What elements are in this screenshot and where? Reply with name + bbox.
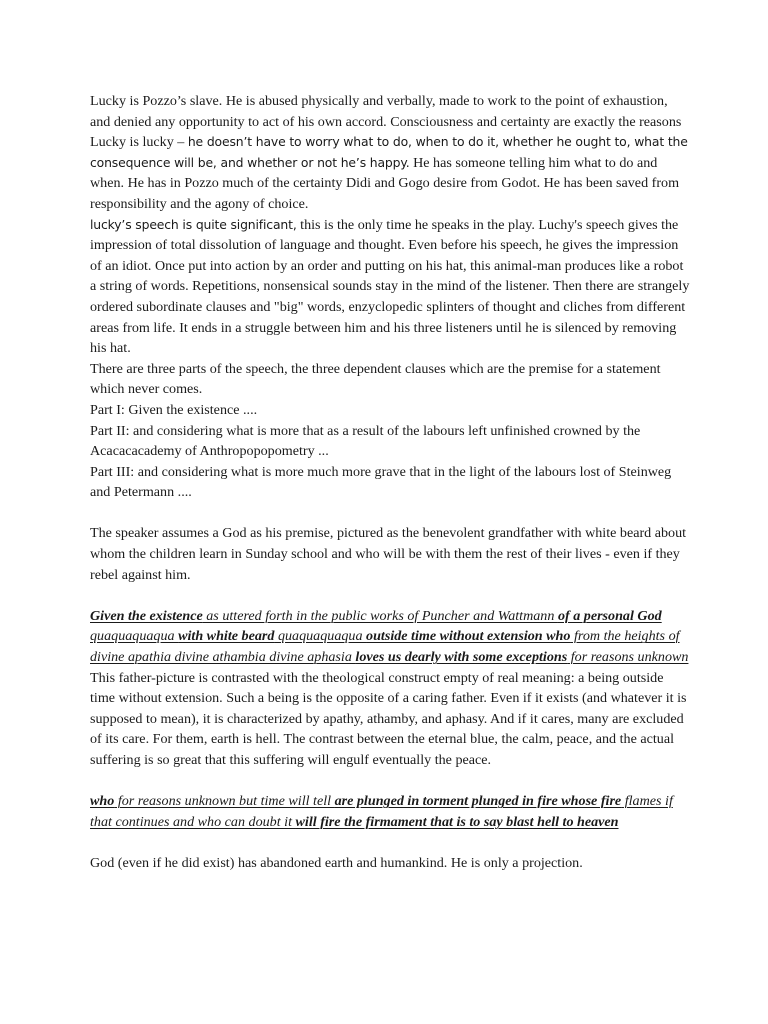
quote-italic-run: as uttered forth in the public works of Puncher and Wattmann [202,607,558,624]
paragraph-god-premise: The speaker assumes a God as his premise, pictured as the benevolent grandfather with white beard about whom the children learn in Sunday school and who will be with them the rest of their lives - even if they rebel against him. [90,525,687,583]
quote-bold-run: loves us dearly with some exceptions [355,649,568,666]
text-run: He is abused physically and verbally, made to work to the point of exhaustion, and denied any opportunity to act of his own accord. Consciousness and certainty are exactly the reasons Lucky is lucky – [90,93,682,151]
paragraph-part-2: Part II: and considering what is more that as a result of the labours left unfinished crowned by the Acacacacademy of Anthropopopometry ... [90,422,641,460]
paragraph-spacer [90,503,690,524]
paragraph-three-parts: There are three parts of the speech, the three dependent clauses which are the premise for a statement which never comes. [90,360,661,398]
quote-plunged-in-torment [90,791,690,832]
paragraph-spacer [90,832,690,853]
quote-bold-run: will fire the firmament that is to say blast hell to heaven [295,813,619,830]
quote-bold-run: with white beard [178,628,275,645]
paragraph-part-1: Part I: Given the existence .... [90,401,258,418]
quote-bold-run: outside time without extension who [366,628,571,645]
quote-italic-run: from the heights of divine apathia divine athambia divine aphasia [90,628,680,666]
paragraph-lucky-speech [90,215,690,359]
text-run: He has someone telling him what to do and when. He has in Pozzo much of the certainty Didi and Gogo desire from Godot. He has been saved from responsibility and the agony of choice. [90,154,680,212]
text-run-alt-font: he doesn’t have to worry what to do, when to do it, whether he ought to, what the consequence will be, and whether or not he’s happy. [90,134,688,170]
quote-italic-run: for reasons unknown but time will tell [114,793,335,810]
quote-bold-run: of a personal God [557,607,662,624]
paragraph-spacer [90,585,690,606]
quote-italic-run: quaquaquaqua [274,628,367,645]
quote-italic-run: quaquaquaqua [90,628,179,645]
quote-bold-run: who [90,793,115,810]
quote-italic-run: for reasons unknown [567,649,689,666]
paragraph-god-abandoned: God (even if he did exist) has abandoned earth and humankind. He is only a projection. [90,854,583,871]
paragraph-spacer [90,771,690,792]
paragraph-part-3: Part III: and considering what is more much more grave that in the light of the labours lost of Steinweg and Petermann .... [90,463,672,501]
quote-bold-run: are plunged in torment plunged in fire whose fire [334,793,622,810]
quote-given-the-existence [90,606,690,668]
paragraph-lucky-slave [90,91,690,215]
document-page [90,91,690,874]
quote-bold-run: Given the existence [90,607,203,624]
text-run-alt-font: lucky’s speech is quite significant, [90,216,297,232]
text-run: this is the only time he speaks in the play. Luchy's speech gives the impression of total dissolution of language and thought. Even before his speech, he gives the impression of an idiot. Once put into action by an order and putting on his hat, this animal-man produces like a robot a string of words. Repetitions, nonsensical sounds stay in the mind of the listener. Then there are strangely ordered subordinate clauses and "big" words, enzyclopedic splinters of thought and cliches from different areas from life. It ends in a struggle between him and his three listeners until he is silenced by removing his hat. [90,216,690,357]
text-run: Lucky is Pozzo’s slave. [90,93,223,109]
quote-italic-run: flames if that continues and who can doubt it [90,793,673,830]
paragraph-father-picture: This father-picture is contrasted with the theological construct empty of real meaning: a being outside time without extension. Such a being is the opposite of a caring father. Even if it exists (and whatever it is supposed to mean), it is characterized by apathy, athamby, and aphasy. And if it cares, many are excluded of its care. For them, earth is hell. The contrast between the eternal blue, the calm, peace, and the actual suffering is so great that this suffering will engulf eventually the peace. [90,669,687,768]
